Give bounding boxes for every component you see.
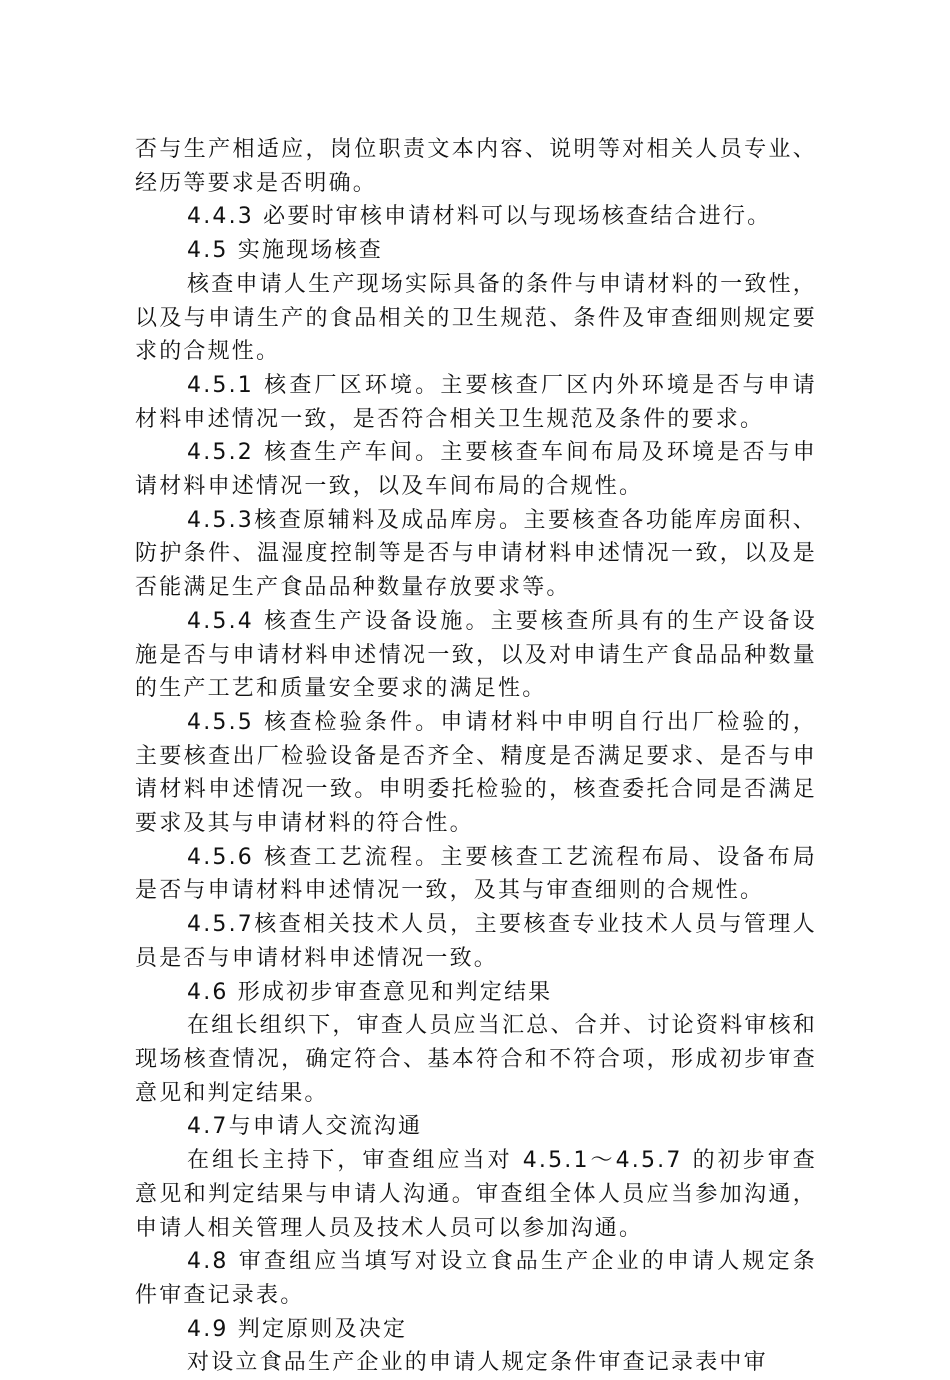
paragraph-4-5-1: 4.5.1 核查厂区环境。主要核查厂区内外环境是否与申请材料申述情况一致，是否符合相关卫生规范及条件的要求。 [135,372,817,432]
paragraph-4-6: 4.6 形成初步审查意见和判定结果 [187,979,553,1005]
document-body [135,133,817,1380]
paragraph-4-5: 4.5 实施现场核查 [187,238,383,264]
paragraph-4-7-body: 在组长主持下，审查组应当对 4.5.1～4.5.7 的初步审查意见和判定结果与申请人沟通。审查组全体人员应当参加沟通，申请人相关管理人员及技术人员可以参加沟通。 [135,1148,817,1241]
paragraph-4-6-body: 在组长组织下，审查人员应当汇总、合并、讨论资料审核和现场核查情况，确定符合、基本符合和不符合项，形成初步审查意见和判定结果。 [135,1013,817,1106]
paragraph-4-4-3: 4.4.3 必要时审核申请材料可以与现场核查结合进行。 [187,204,772,230]
paragraph-4-9: 4.9 判定原则及决定 [187,1316,408,1342]
paragraph-4-7: 4.7与申请人交流沟通 [187,1114,423,1140]
paragraph-4-9-body: 对设立食品生产企业的申请人规定条件审查记录表中审 [187,1350,768,1376]
paragraph-4-5-7: 4.5.7核查相关技术人员，主要核查专业技术人员与管理人员是否与申请材料申述情况一致。 [135,912,817,971]
paragraph-4-5-4: 4.5.4 核查生产设备设施。主要核查所具有的生产设备设施是否与申请材料申述情况一致，以及对申请生产食品品种数量的生产工艺和质量安全要求的满足性。 [135,608,817,702]
paragraph-4-5-6: 4.5.6 核查工艺流程。主要核查工艺流程布局、设备布局是否与申请材料申述情况一致，及其与审查细则的合规性。 [135,844,817,904]
paragraph-4-8: 4.8 审查组应当填写对设立食品生产企业的申请人规定条件审查记录表。 [135,1249,817,1308]
paragraph-4-5-2: 4.5.2 核查生产车间。主要核查车间布局及环境是否与申请材料申述情况一致，以及车间布局的合规性。 [135,440,817,500]
paragraph-4-5-3: 4.5.3核查原辅料及成品库房。主要核查各功能库房面积、防护条件、温湿度控制等是否与申请材料申述情况一致，以及是否能满足生产食品品种数量存放要求等。 [135,507,817,601]
paragraph-4-5-intro: 核查申请人生产现场实际具备的条件与申请材料的一致性，以及与申请生产的食品相关的卫生规范、条件及审查细则规定要求的合规性。 [135,271,817,365]
paragraph-4-5-5: 4.5.5 核查检验条件。申请材料中申明自行出厂检验的，主要核查出厂检验设备是否齐全、精度是否满足要求、是否与申请材料申述情况一致。申明委托检验的，核查委托合同是否满足要求及其与申请材料的符合性。 [135,709,817,837]
paragraph-continuation: 否与生产相适应，岗位职责文本内容、说明等对相关人员专业、经历等要求是否明确。 [135,137,817,196]
